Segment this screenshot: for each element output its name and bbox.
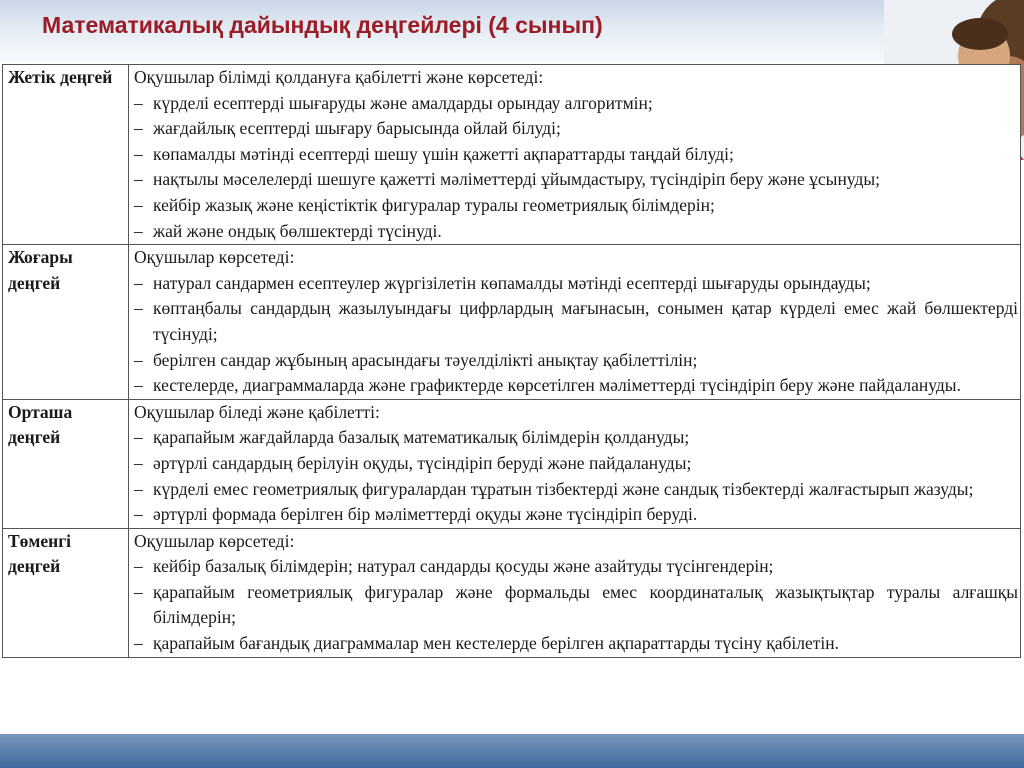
level-intro: Оқушылар көрсетеді:	[134, 247, 295, 268]
skill-text: қарапайым жағдайларда базалық математикалық білімдерін қолдануды;	[153, 427, 690, 448]
skill-item	[134, 271, 1018, 297]
skill-text: әртүрлі формада берілген бір мәліметтерді оқуды және түсіндіріп беруді.	[153, 504, 698, 525]
level-name: Төменгі деңгей	[3, 528, 129, 657]
skill-item	[134, 580, 1018, 631]
skill-text: нақтылы мәселелерді шешуге қажетті мәліметтерді ұйымдастыру, түсіндіріп беру және ұсынуды;	[153, 169, 880, 190]
level-intro: Оқушылар білімді қолдануға қабілетті және көрсетеді:	[134, 67, 544, 87]
skill-item	[134, 116, 1018, 142]
dash-bullet-icon: –	[134, 375, 143, 396]
skill-text: әртүрлі сандардың берілуін оқуды, түсіндіріп беруді және пайдалануды;	[153, 452, 692, 473]
skill-text: көптаңбалы сандардың жазылуындағы цифрлардың мағынасын, сонымен қатар күрделі емес жай бөлшектерді түсінуді;	[153, 298, 1018, 344]
skill-item	[134, 451, 1018, 477]
level-intro: Оқушылар көрсетеді:	[134, 530, 295, 551]
level-intro: Оқушылар біледі және қабілетті:	[134, 401, 380, 422]
dash-bullet-icon: –	[134, 452, 143, 473]
skill-item	[134, 91, 1018, 117]
dash-bullet-icon: –	[134, 427, 143, 448]
dash-bullet-icon: –	[134, 633, 143, 654]
level-name: Жоғары деңгей	[3, 245, 129, 400]
skill-item	[134, 348, 1018, 374]
skill-text: берілген сандар жұбының арасындағы тәуелділікті анықтау қабілеттілін;	[153, 349, 698, 370]
dash-bullet-icon: –	[134, 143, 143, 164]
skill-text: кейбір базалық білімдерін; натурал сандарды қосуды және азайтуды түсінгендерін;	[153, 556, 774, 577]
level-row	[3, 65, 1021, 245]
level-row	[3, 399, 1021, 528]
skill-text: кейбір жазық және кеңістіктік фигуралар туралы геометриялық білімдерін;	[153, 194, 715, 215]
footer-band	[0, 734, 1024, 768]
dash-bullet-icon: –	[134, 504, 143, 525]
dash-bullet-icon: –	[134, 169, 143, 190]
dash-bullet-icon: –	[134, 298, 143, 319]
skill-item	[134, 219, 1018, 245]
dash-bullet-icon: –	[134, 220, 143, 241]
skill-item	[134, 142, 1018, 168]
skill-text: натурал сандармен есептеулер жүргізілетін көпамалды мәтінді есептерді шығаруды орындауды;	[153, 272, 871, 293]
skill-item	[134, 554, 1018, 580]
level-name: Орташа деңгей	[3, 399, 129, 528]
skill-item	[134, 502, 1018, 528]
slide-title: Математикалық дайындық деңгейлері (4 сынып)	[42, 12, 603, 38]
skill-list	[134, 91, 1018, 245]
level-name: Жетік деңгей	[3, 65, 129, 245]
level-description	[129, 65, 1021, 245]
dash-bullet-icon: –	[134, 349, 143, 370]
level-description	[129, 399, 1021, 528]
dash-bullet-icon: –	[134, 272, 143, 293]
skill-list	[134, 554, 1018, 656]
skill-item	[134, 167, 1018, 193]
level-row	[3, 528, 1021, 657]
skill-text: күрделі есептерді шығаруды және амалдарды орындау алгоритмін;	[153, 92, 653, 113]
skill-item	[134, 477, 1018, 503]
skill-text: кестелерде, диаграммаларда және графиктерде көрсетілген мәліметтерді түсіндіріп беру және пайдалануды.	[153, 375, 961, 396]
dash-bullet-icon: –	[134, 478, 143, 499]
levels-table	[2, 64, 1021, 658]
skill-text: күрделі емес геометриялық фигуралардан тұратын тізбектерді және сандық тізбектерді жалғастырып жазуды;	[153, 478, 974, 499]
skill-item	[134, 296, 1018, 347]
skill-text: жай және ондық бөлшектерді түсінуді.	[153, 220, 442, 241]
skill-list	[134, 425, 1018, 527]
dash-bullet-icon: –	[134, 118, 143, 139]
skill-text: қарапайым геометриялық фигуралар және формальды емес координаталық жазықтықтар туралы алғашқы білімдерін;	[153, 581, 1018, 628]
skill-item	[134, 631, 1018, 657]
dash-bullet-icon: –	[134, 581, 143, 602]
skill-text: көпамалды мәтінді есептерді шешу үшін қажетті ақпараттарды таңдай білуді;	[153, 143, 734, 164]
skill-item	[134, 425, 1018, 451]
skill-text: жағдайлық есептерді шығару барысында ойлай білуді;	[153, 118, 561, 139]
level-row	[3, 245, 1021, 400]
dash-bullet-icon: –	[134, 556, 143, 577]
skill-list	[134, 271, 1018, 399]
dash-bullet-icon: –	[134, 92, 143, 113]
level-description	[129, 245, 1021, 400]
levels-table-wrapper	[2, 64, 1020, 658]
skill-item	[134, 193, 1018, 219]
skill-text: қарапайым бағандық диаграммалар мен кестелерде берілген ақпараттарды түсіну қабілетін.	[153, 633, 840, 654]
skill-item	[134, 373, 1018, 399]
level-description	[129, 528, 1021, 657]
dash-bullet-icon: –	[134, 194, 143, 215]
